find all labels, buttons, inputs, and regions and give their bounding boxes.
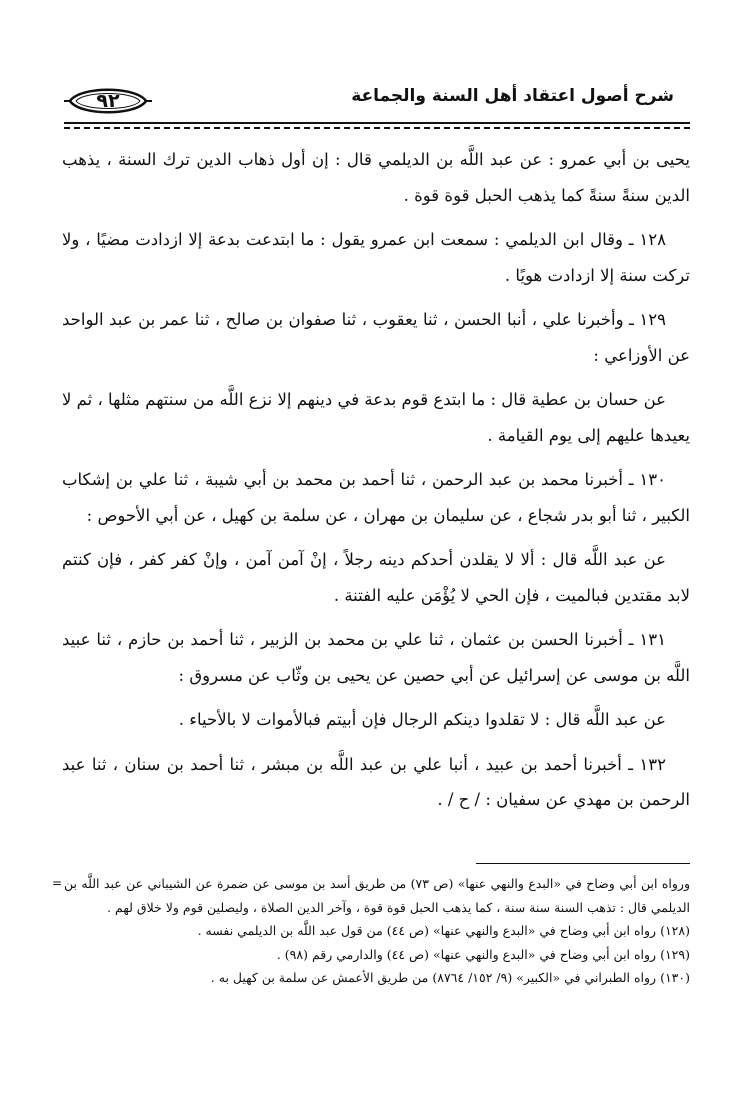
page-header bbox=[64, 80, 684, 120]
paragraph-narration-131: ١٣١ ـ أخبرنا الحسن بن عثمان ، ثنا علي بن محمد بن الزبير ، ثنا أحمد بن حازم ، ثنا عبيد اللَّه بن موسى عن إسرائيل عن أبي حصين عن يحيى بن وثّاب عن مسروق : bbox=[62, 630, 690, 685]
footnote-item: (١٢٨) رواه ابن أبي وضاح في «البدع والنهي عنها» (ص ٤٤) من قول عبد اللَّه بن الديلمي نفسه . bbox=[197, 923, 690, 938]
page-number-badge bbox=[64, 84, 152, 118]
paragraph-narration-130: ١٣٠ ـ أخبرنا محمد بن عبد الرحمن ، ثنا أحمد بن محمد بن أبي شيبة ، ثنا علي بن إشكاب الكبير ، ثنا أبو بدر شجاع ، عن سليمان بن مهران ، عن سلمة بن كهيل ، عن أبي الأحوص : bbox=[62, 470, 690, 525]
paragraph-narration-128: ١٢٨ ـ وقال ابن الديلمي : سمعت ابن عمرو يقول : ما ابتدعت بدعة إلا ازدادت مضيًا ، ولا تركت سنة إلا ازدادت هويًا . bbox=[62, 230, 690, 285]
running-title: شرح أصول اعتقاد أهل السنة والجماعة bbox=[351, 86, 674, 106]
main-text bbox=[62, 142, 690, 827]
footnote-separator bbox=[476, 863, 690, 864]
footnote-item: ورواه ابن أبي وضاح في «البدع والنهي عنها» (ص ٧٣) من طريق أسد بن موسى عن ضمرة عن الشيباني عن عبد اللَّه بن الديلمي قال : تذهب السنة سنة سنة ، كما يذهب الحبل قوة قوة ، وآخر الدين الصلاة ، وليصلين قوم ولا خلاق لهم . bbox=[64, 876, 690, 915]
page-number: ٩٢ bbox=[96, 90, 120, 112]
paragraph: عن عبد اللَّه قال : ألا لا يقلدن أحدكم دينه رجلاً ، إنْ آمن آمن ، وإنْ كفر كفر ، فإن كنتم لابد مقتدين فبالميت ، فإن الحي لا يُؤْمَن عليه الفتنة . bbox=[62, 550, 690, 605]
footnote-continuation-marker: = bbox=[52, 876, 63, 890]
footnotes bbox=[52, 872, 690, 990]
header-divider-dashed bbox=[64, 127, 690, 129]
paragraph-narration-132: ١٣٢ ـ أخبرنا أحمد بن عبيد ، أنبا علي بن عبد اللَّه بن مبشر ، ثنا أحمد بن سنان ، ثنا عبد الرحمن بن مهدي عن سفيان : / ح / . bbox=[62, 754, 690, 809]
header-divider-solid bbox=[64, 122, 690, 124]
paragraph-narration-129: ١٢٩ ـ وأخبرنا علي ، أنبا الحسن ، ثنا يعقوب ، ثنا صفوان بن صالح ، ثنا عمر بن عبد الواحد عن الأوزاعي : bbox=[62, 310, 690, 365]
paragraph: عن حسان بن عطية قال : ما ابتدع قوم بدعة في دينهم إلا نزع اللَّه من سنتهم مثلها ، ثم لا يعيدها عليهم إلى يوم القيامة . bbox=[62, 390, 690, 445]
header-divider bbox=[64, 122, 690, 132]
footnote-item: (١٢٩) رواه ابن أبي وضاح في «البدع والنهي عنها» (ص ٤٤) والدارمي رقم (٩٨) . bbox=[276, 946, 690, 962]
paragraph: عن عبد اللَّه قال : لا تقلدوا دينكم الرجال فإن أبيتم فبالأموات لا بالأحياء . bbox=[178, 710, 666, 729]
footnote-item: (١٣٠) رواه الطبراني في «الكبير» (٩/ ١٥٢/ ٨٧٦٤) من طريق الأعمش عن سلمة بن كهيل به . bbox=[210, 970, 690, 985]
paragraph: يحيى بن أبي عمرو : عن عبد اللَّه بن الديلمي قال : إن أول ذهاب الدين ترك السنة ، يذهب الدين سنةً سنةً كما يذهب الحبل قوة قوة . bbox=[62, 150, 690, 205]
